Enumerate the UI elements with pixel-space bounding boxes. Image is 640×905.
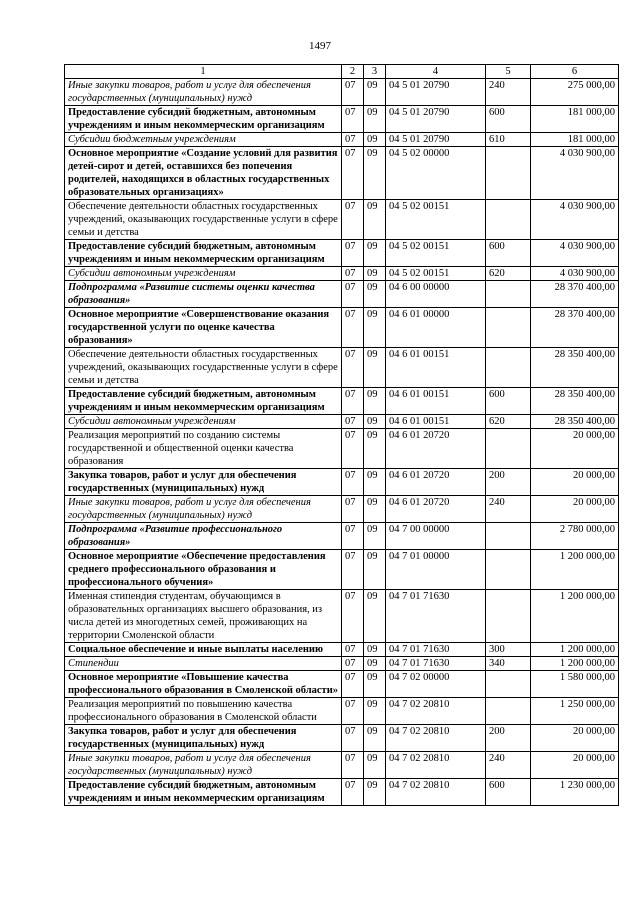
table-row bbox=[65, 133, 619, 147]
row-expense-type-cell bbox=[486, 147, 531, 200]
table-row bbox=[65, 429, 619, 469]
row-target-code-cell: 04 5 02 00151 bbox=[386, 200, 486, 240]
row-section-cell: 07 bbox=[342, 308, 364, 348]
row-amount-cell: 20 000,00 bbox=[531, 469, 619, 496]
row-amount-cell: 4 030 900,00 bbox=[531, 240, 619, 267]
row-subsection-cell: 09 bbox=[364, 725, 386, 752]
row-subsection-cell: 09 bbox=[364, 496, 386, 523]
table-row bbox=[65, 79, 619, 106]
row-section-cell: 07 bbox=[342, 106, 364, 133]
row-section-cell: 07 bbox=[342, 388, 364, 415]
row-name-cell: Стипендии bbox=[65, 657, 342, 671]
row-amount-cell: 20 000,00 bbox=[531, 496, 619, 523]
row-expense-type-cell: 340 bbox=[486, 657, 531, 671]
row-expense-type-cell bbox=[486, 429, 531, 469]
row-amount-cell: 28 350 400,00 bbox=[531, 415, 619, 429]
row-name-cell: Именная стипендия студентам, обучающимся в образовательных организациях высшего образования, из числа детей из многодетных семей, проживающих на территории Смоленской области bbox=[65, 590, 342, 643]
row-amount-cell: 4 030 900,00 bbox=[531, 200, 619, 240]
table-row bbox=[65, 106, 619, 133]
row-amount-cell: 275 000,00 bbox=[531, 79, 619, 106]
row-target-code-cell: 04 5 01 20790 bbox=[386, 133, 486, 147]
row-target-code-cell: 04 5 02 00151 bbox=[386, 267, 486, 281]
row-section-cell: 07 bbox=[342, 725, 364, 752]
row-section-cell: 07 bbox=[342, 348, 364, 388]
row-expense-type-cell bbox=[486, 523, 531, 550]
row-section-cell: 07 bbox=[342, 79, 364, 106]
row-section-cell: 07 bbox=[342, 133, 364, 147]
row-target-code-cell: 04 7 02 20810 bbox=[386, 752, 486, 779]
row-expense-type-cell: 610 bbox=[486, 133, 531, 147]
row-subsection-cell: 09 bbox=[364, 348, 386, 388]
row-subsection-cell: 09 bbox=[364, 779, 386, 806]
row-amount-cell: 1 580 000,00 bbox=[531, 671, 619, 698]
row-amount-cell: 4 030 900,00 bbox=[531, 267, 619, 281]
row-subsection-cell: 09 bbox=[364, 415, 386, 429]
row-name-cell: Предоставление субсидий бюджетным, автономным учреждениям и иным некоммерческим организациям bbox=[65, 779, 342, 806]
row-subsection-cell: 09 bbox=[364, 469, 386, 496]
row-amount-cell: 1 230 000,00 bbox=[531, 779, 619, 806]
row-expense-type-cell bbox=[486, 200, 531, 240]
row-section-cell: 07 bbox=[342, 590, 364, 643]
table-row bbox=[65, 308, 619, 348]
row-section-cell: 07 bbox=[342, 469, 364, 496]
row-name-cell: Обеспечение деятельности областных государственных учреждений, оказывающих государственные услуги в сфере семьи и детства bbox=[65, 348, 342, 388]
table-row bbox=[65, 523, 619, 550]
row-subsection-cell: 09 bbox=[364, 429, 386, 469]
table-row bbox=[65, 348, 619, 388]
row-amount-cell: 28 370 400,00 bbox=[531, 281, 619, 308]
row-name-cell: Закупка товаров, работ и услуг для обеспечения государственных (муниципальных) нужд bbox=[65, 725, 342, 752]
row-section-cell: 07 bbox=[342, 281, 364, 308]
table-row bbox=[65, 779, 619, 806]
row-amount-cell: 1 200 000,00 bbox=[531, 657, 619, 671]
table-row bbox=[65, 752, 619, 779]
row-amount-cell: 28 350 400,00 bbox=[531, 388, 619, 415]
row-target-code-cell: 04 6 01 20720 bbox=[386, 429, 486, 469]
row-target-code-cell: 04 6 01 00000 bbox=[386, 308, 486, 348]
row-name-cell: Подпрограмма «Развитие профессионального образования» bbox=[65, 523, 342, 550]
row-expense-type-cell: 600 bbox=[486, 779, 531, 806]
row-target-code-cell: 04 7 02 20810 bbox=[386, 779, 486, 806]
row-subsection-cell: 09 bbox=[364, 308, 386, 348]
row-expense-type-cell: 240 bbox=[486, 496, 531, 523]
row-expense-type-cell: 300 bbox=[486, 643, 531, 657]
row-subsection-cell: 09 bbox=[364, 133, 386, 147]
header-col-4: 4 bbox=[386, 65, 486, 79]
row-target-code-cell: 04 5 02 00000 bbox=[386, 147, 486, 200]
row-expense-type-cell bbox=[486, 590, 531, 643]
row-subsection-cell: 09 bbox=[364, 550, 386, 590]
row-target-code-cell: 04 7 01 71630 bbox=[386, 657, 486, 671]
row-name-cell: Предоставление субсидий бюджетным, автономным учреждениям и иным некоммерческим организациям bbox=[65, 106, 342, 133]
row-name-cell: Предоставление субсидий бюджетным, автономным учреждениям и иным некоммерческим организациям bbox=[65, 240, 342, 267]
row-name-cell: Основное мероприятие «Обеспечение предоставления среднего профессионального образования и профессионального обучения» bbox=[65, 550, 342, 590]
row-amount-cell: 20 000,00 bbox=[531, 752, 619, 779]
row-name-cell: Социальное обеспечение и иные выплаты населению bbox=[65, 643, 342, 657]
table-row bbox=[65, 550, 619, 590]
row-target-code-cell: 04 6 01 00151 bbox=[386, 348, 486, 388]
row-section-cell: 07 bbox=[342, 200, 364, 240]
row-section-cell: 07 bbox=[342, 657, 364, 671]
row-section-cell: 07 bbox=[342, 415, 364, 429]
row-target-code-cell: 04 5 01 20790 bbox=[386, 106, 486, 133]
row-amount-cell: 28 350 400,00 bbox=[531, 348, 619, 388]
table-row bbox=[65, 281, 619, 308]
header-col-6: 6 bbox=[531, 65, 619, 79]
row-section-cell: 07 bbox=[342, 671, 364, 698]
row-section-cell: 07 bbox=[342, 550, 364, 590]
row-expense-type-cell bbox=[486, 671, 531, 698]
row-name-cell: Обеспечение деятельности областных государственных учреждений, оказывающих государственные услуги в сфере семьи и детства bbox=[65, 200, 342, 240]
row-name-cell: Субсидии автономным учреждениям bbox=[65, 415, 342, 429]
row-expense-type-cell: 600 bbox=[486, 106, 531, 133]
row-section-cell: 07 bbox=[342, 147, 364, 200]
table-row bbox=[65, 657, 619, 671]
row-name-cell: Реализация мероприятий по созданию системы государственной и общественной оценки качества образования bbox=[65, 429, 342, 469]
table-row bbox=[65, 496, 619, 523]
row-expense-type-cell bbox=[486, 698, 531, 725]
row-target-code-cell: 04 6 01 00151 bbox=[386, 388, 486, 415]
row-subsection-cell: 09 bbox=[364, 523, 386, 550]
row-section-cell: 07 bbox=[342, 698, 364, 725]
table-row bbox=[65, 147, 619, 200]
table-row bbox=[65, 415, 619, 429]
row-subsection-cell: 09 bbox=[364, 388, 386, 415]
row-target-code-cell: 04 5 01 20790 bbox=[386, 79, 486, 106]
row-amount-cell: 181 000,00 bbox=[531, 133, 619, 147]
table-row bbox=[65, 388, 619, 415]
row-amount-cell: 1 250 000,00 bbox=[531, 698, 619, 725]
row-subsection-cell: 09 bbox=[364, 671, 386, 698]
row-target-code-cell: 04 6 00 00000 bbox=[386, 281, 486, 308]
row-target-code-cell: 04 7 02 00000 bbox=[386, 671, 486, 698]
row-section-cell: 07 bbox=[342, 779, 364, 806]
row-subsection-cell: 09 bbox=[364, 281, 386, 308]
row-name-cell: Субсидии автономным учреждениям bbox=[65, 267, 342, 281]
row-section-cell: 07 bbox=[342, 240, 364, 267]
header-col-3: 3 bbox=[364, 65, 386, 79]
row-subsection-cell: 09 bbox=[364, 240, 386, 267]
row-name-cell: Реализация мероприятий по повышению качества профессионального образования в Смоленской области bbox=[65, 698, 342, 725]
row-expense-type-cell: 200 bbox=[486, 725, 531, 752]
row-amount-cell: 20 000,00 bbox=[531, 429, 619, 469]
row-name-cell: Закупка товаров, работ и услуг для обеспечения государственных (муниципальных) нужд bbox=[65, 469, 342, 496]
row-target-code-cell: 04 7 01 71630 bbox=[386, 643, 486, 657]
row-subsection-cell: 09 bbox=[364, 79, 386, 106]
row-expense-type-cell: 620 bbox=[486, 267, 531, 281]
row-section-cell: 07 bbox=[342, 496, 364, 523]
header-col-2: 2 bbox=[342, 65, 364, 79]
row-amount-cell: 20 000,00 bbox=[531, 725, 619, 752]
row-expense-type-cell: 620 bbox=[486, 415, 531, 429]
row-subsection-cell: 09 bbox=[364, 267, 386, 281]
row-expense-type-cell: 240 bbox=[486, 79, 531, 106]
row-target-code-cell: 04 7 02 20810 bbox=[386, 698, 486, 725]
table-row bbox=[65, 671, 619, 698]
budget-table bbox=[64, 64, 619, 806]
row-section-cell: 07 bbox=[342, 429, 364, 469]
table-row bbox=[65, 590, 619, 643]
row-subsection-cell: 09 bbox=[364, 106, 386, 133]
row-section-cell: 07 bbox=[342, 523, 364, 550]
row-name-cell: Основное мероприятие «Создание условий для развития детей-сирот и детей, оставшихся без попечения родителей, находящихся в областных государственных образовательных организациях» bbox=[65, 147, 342, 200]
row-subsection-cell: 09 bbox=[364, 698, 386, 725]
row-name-cell: Иные закупки товаров, работ и услуг для обеспечения государственных (муниципальных) нужд bbox=[65, 752, 342, 779]
table-row bbox=[65, 267, 619, 281]
row-subsection-cell: 09 bbox=[364, 643, 386, 657]
row-name-cell: Субсидии бюджетным учреждениям bbox=[65, 133, 342, 147]
row-amount-cell: 28 370 400,00 bbox=[531, 308, 619, 348]
row-subsection-cell: 09 bbox=[364, 200, 386, 240]
row-name-cell: Подпрограмма «Развитие системы оценки качества образования» bbox=[65, 281, 342, 308]
row-amount-cell: 2 780 000,00 bbox=[531, 523, 619, 550]
row-expense-type-cell bbox=[486, 308, 531, 348]
row-section-cell: 07 bbox=[342, 752, 364, 779]
row-target-code-cell: 04 6 01 20720 bbox=[386, 469, 486, 496]
page-number: 1497 bbox=[309, 40, 331, 52]
row-name-cell: Основное мероприятие «Повышение качества профессионального образования в Смоленской области» bbox=[65, 671, 342, 698]
row-subsection-cell: 09 bbox=[364, 590, 386, 643]
row-target-code-cell: 04 7 01 00000 bbox=[386, 550, 486, 590]
row-expense-type-cell bbox=[486, 550, 531, 590]
row-expense-type-cell: 600 bbox=[486, 240, 531, 267]
row-amount-cell: 4 030 900,00 bbox=[531, 147, 619, 200]
table-header-row bbox=[65, 65, 619, 79]
row-name-cell: Иные закупки товаров, работ и услуг для обеспечения государственных (муниципальных) нужд bbox=[65, 496, 342, 523]
row-subsection-cell: 09 bbox=[364, 657, 386, 671]
row-expense-type-cell bbox=[486, 281, 531, 308]
table-row bbox=[65, 240, 619, 267]
row-name-cell: Иные закупки товаров, работ и услуг для обеспечения государственных (муниципальных) нужд bbox=[65, 79, 342, 106]
row-amount-cell: 181 000,00 bbox=[531, 106, 619, 133]
row-expense-type-cell: 600 bbox=[486, 388, 531, 415]
table-row bbox=[65, 469, 619, 496]
row-name-cell: Основное мероприятие «Совершенствование оказания государственной услуги по оценке качества образования» bbox=[65, 308, 342, 348]
row-target-code-cell: 04 6 01 20720 bbox=[386, 496, 486, 523]
header-col-1: 1 bbox=[65, 65, 342, 79]
row-expense-type-cell: 200 bbox=[486, 469, 531, 496]
row-target-code-cell: 04 7 02 20810 bbox=[386, 725, 486, 752]
row-expense-type-cell bbox=[486, 348, 531, 388]
row-target-code-cell: 04 7 01 71630 bbox=[386, 590, 486, 643]
row-amount-cell: 1 200 000,00 bbox=[531, 590, 619, 643]
table-row bbox=[65, 698, 619, 725]
row-target-code-cell: 04 6 01 00151 bbox=[386, 415, 486, 429]
row-target-code-cell: 04 5 02 00151 bbox=[386, 240, 486, 267]
row-subsection-cell: 09 bbox=[364, 147, 386, 200]
row-section-cell: 07 bbox=[342, 643, 364, 657]
row-section-cell: 07 bbox=[342, 267, 364, 281]
row-subsection-cell: 09 bbox=[364, 752, 386, 779]
table-row bbox=[65, 643, 619, 657]
row-expense-type-cell: 240 bbox=[486, 752, 531, 779]
table-row bbox=[65, 725, 619, 752]
row-amount-cell: 1 200 000,00 bbox=[531, 550, 619, 590]
table-row bbox=[65, 200, 619, 240]
row-name-cell: Предоставление субсидий бюджетным, автономным учреждениям и иным некоммерческим организациям bbox=[65, 388, 342, 415]
header-col-5: 5 bbox=[486, 65, 531, 79]
row-target-code-cell: 04 7 00 00000 bbox=[386, 523, 486, 550]
row-amount-cell: 1 200 000,00 bbox=[531, 643, 619, 657]
